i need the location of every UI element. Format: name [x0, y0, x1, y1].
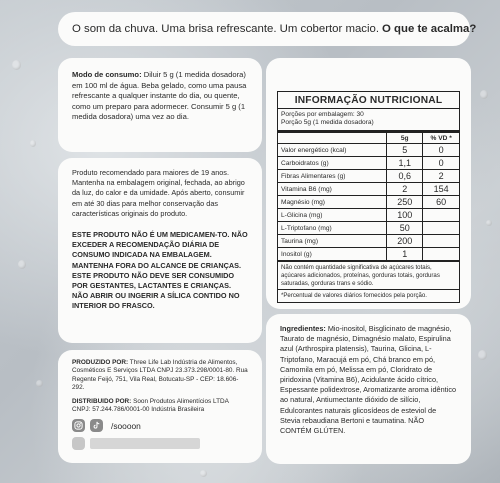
raindrop [30, 140, 36, 147]
nutrient-amount: 2 [387, 183, 423, 196]
nutrition-row [278, 196, 459, 209]
nutrient-vd [423, 248, 459, 261]
social-handle[interactable]: /soooon [111, 420, 141, 431]
ingredients-text: Mio-inositol, Bisglicinato de magnésio, Taurato de magnésio, Dimagnésio malato, Espirulina azul (Arthrospira platensis), Taurina, Glicina, L-Triptofano, Maracujá em pó, Chá branco em pó, Camomila em pó, Melissa em pó, Cloridrato de piridoxina (Vitamina B6), Acidulante ácido cítrico, Espessante polidextrose, Aromatizante aroma idêntico ao natural, Antiumectante dióxido de silício, Edulcorantes naturais glicosídeos de esteviol de Stevia rebaudiana Bertoni e taumatina. NÃO CONTÉM GLÚTEN. [280, 324, 457, 436]
nutrient-amount: 50 [387, 222, 423, 235]
ingredients-label: Ingredientes: [280, 324, 326, 333]
nutrient-amount: 1 [387, 248, 423, 261]
produced-label: PRODUZIDO POR: [72, 359, 129, 366]
nutrient-amount: 1,1 [387, 157, 423, 170]
headline-emphasis: O que te acalma? [382, 23, 477, 35]
usage-text: Diluir 5 g (1 medida dosadora) em 100 ml de água. Beba gelado, como uma pausa refrescante a qualquer instante do dia, ou quente, como um preparo para adormecer. Consumir 5 g (1 medida dosadora) uma vez ao dia. [72, 70, 247, 122]
nutrition-row [278, 170, 459, 183]
nutrient-header [278, 132, 387, 144]
nutrition-row [278, 157, 459, 170]
nutrient-name: Taurina (mg) [278, 235, 387, 248]
headline-banner [58, 12, 477, 46]
distributed-label: DISTRIBUIDO POR: [72, 397, 132, 405]
redacted-bar [90, 438, 200, 449]
nutrient-vd: 2 [423, 170, 459, 183]
raindrop [18, 260, 26, 269]
nutrient-vd: 154 [423, 183, 459, 196]
usage-label: Modo de consumo: [72, 70, 142, 79]
ingredients-card [266, 314, 471, 464]
headline-text: O som da chuva. Uma brisa refrescante. Um cobertor macio. [72, 23, 380, 35]
produced-by [72, 359, 248, 393]
link-icon [72, 437, 85, 450]
nutrient-name: Magnésio (mg) [278, 196, 387, 209]
nutrient-vd: 0 [423, 144, 459, 157]
nutrient-vd [423, 235, 459, 248]
distributed-by [72, 398, 248, 415]
nutrient-name: Valor energético (kcal) [278, 144, 387, 157]
nutrient-name: Fibras Alimentares (g) [278, 170, 387, 183]
portion-size: Porção 5g (1 medida dosadora) [281, 119, 374, 127]
raindrop [478, 350, 487, 360]
instagram-icon[interactable] [72, 419, 85, 432]
tiktok-icon[interactable] [90, 419, 103, 432]
company-card [58, 350, 262, 463]
amount-header: 5g [387, 132, 423, 144]
nutrient-vd [423, 209, 459, 222]
nutrient-name: Vitamina B6 (mg) [278, 183, 387, 196]
nutrition-row [278, 144, 459, 157]
nutrient-name: L-Glicina (mg) [278, 209, 387, 222]
raindrop [486, 220, 492, 226]
raindrop [12, 60, 21, 70]
nutrition-row [278, 235, 459, 248]
usage-card [58, 58, 262, 152]
nutrition-table [277, 91, 460, 303]
nutrient-name: Inositol (g) [278, 248, 387, 261]
nutrient-amount: 250 [387, 196, 423, 209]
usage-paragraph [72, 70, 248, 123]
raindrop [200, 470, 207, 477]
nutrient-vd: 60 [423, 196, 459, 209]
ingredients-paragraph [280, 324, 457, 436]
nutrition-portion [278, 109, 459, 132]
nutrition-title: INFORMAÇÃO NUTRICIONAL [278, 92, 459, 109]
distributed-text: Soon Produtos Alimentícios LTDA CNPJ: 57.244.786/0001-00 Indústria Brasileira [72, 397, 229, 414]
nutrition-row [278, 209, 459, 222]
nutrient-vd: 0 [423, 157, 459, 170]
nutrient-amount: 200 [387, 235, 423, 248]
storage-card [58, 158, 262, 343]
nutrition-footnote: Não contém quantidade significativa de açúcares totais, açúcares adicionados, proteínas, gorduras totais, gorduras saturadas, gorduras trans e sódio. [278, 261, 459, 289]
raindrop [36, 380, 43, 387]
nutrient-amount: 100 [387, 209, 423, 222]
nutrient-amount: 5 [387, 144, 423, 157]
social-row [72, 419, 248, 432]
nutrition-row [278, 248, 459, 261]
redacted-row [72, 437, 248, 450]
produced-text: Three Life Lab Indústria de Alimentos, Cosméticos E Serviços LTDA CNPJ 23.373.298/0001-80. Rua Regente Feijó, 751, Vila Real, Botucatu-SP - CEP: 18.606-292. [72, 359, 248, 392]
raindrop [480, 90, 488, 99]
nutrition-row [278, 222, 459, 235]
nutrient-vd [423, 222, 459, 235]
portions-per-package: Porções por embalagem: 30 [281, 111, 364, 118]
nutrition-header-row [278, 132, 459, 144]
vd-header: % VD * [423, 132, 459, 144]
nutrition-footnote-vd: *Percentual de valores diários fornecidos pela porção. [278, 289, 459, 302]
warning-text: ESTE PRODUTO NÃO É UM MEDICAMEN-TO. NÃO EXCEDER A RECOMENDAÇÃO DIÁRIA DE CONSUMO INDICADA NA EMBALAGEM. MANTENHA FORA DO ALCANCE DE CRIANÇAS. ESTE PRODUTO NÃO DEVE SER CONSUMIDO POR GESTANTES, LACTANTES E CRIANÇAS. NÃO ABRIR OU INGERIR A SÍLICA CONTIDO NO INTERIOR DO FRASCO. [72, 230, 248, 311]
nutrient-amount: 0,6 [387, 170, 423, 183]
nutrition-card [266, 58, 471, 309]
nutrition-row [278, 183, 459, 196]
storage-text: Produto recomendado para maiores de 19 anos. Mantenha na embalagem original, fechada, ao abrigo da luz, do calor e da umidade. Após aberto, consumir em até 30 dias para melhor conservação das características originais do produto. [72, 168, 245, 218]
nutrient-name: L-Triptofano (mg) [278, 222, 387, 235]
nutrient-name: Carboidratos (g) [278, 157, 387, 170]
